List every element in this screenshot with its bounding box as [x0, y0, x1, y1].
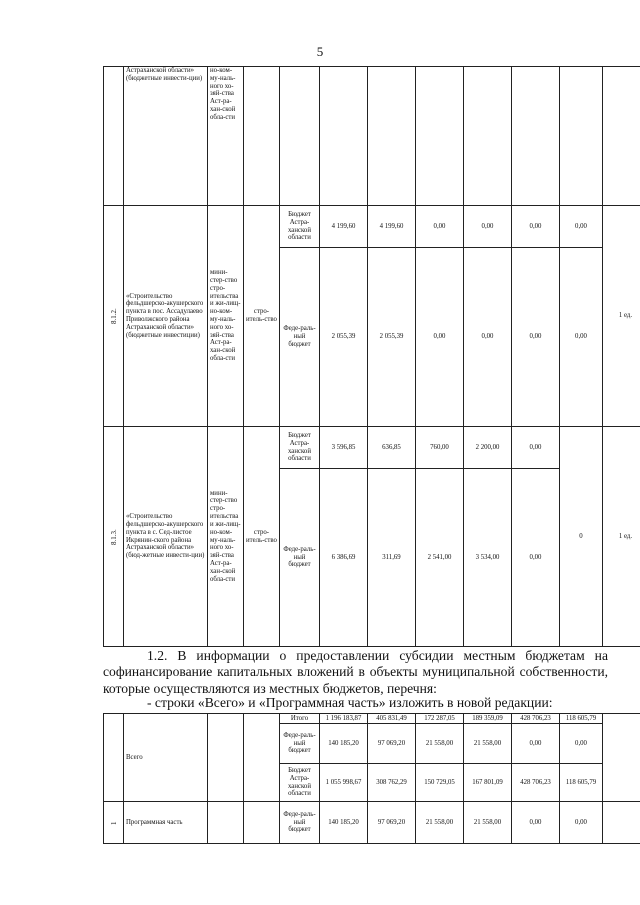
page-number: 5: [316, 44, 324, 59]
row-number: 8.1.3.: [104, 427, 124, 647]
subsidy-table: [103, 713, 640, 844]
source-cell: Бюджет Астра-ханской области: [280, 764, 320, 802]
executor-cell: мини-стер-ство стро-ительства и жи-лищ-но-ком-му-наль-ного хо-зяй-ства Аст-ра-хан-ской обла-сти: [208, 206, 244, 427]
num-cell: [104, 67, 124, 206]
source-cell: Феде-раль-ный бюджет: [280, 802, 320, 844]
name-cell: Программная часть: [124, 802, 208, 844]
objects-table: [103, 66, 640, 647]
paragraph-1-2: 1.2. В информации о предоставлении субсидии местным бюджетам на софинансирование капитальных вложений в объекты муниципальной собственности, которые осуществляются из местных бюджетов, перечня:: [103, 648, 608, 696]
name-cell: Астраханской области» (бюджетные инвести-ции): [124, 67, 208, 206]
paragraph-instruction: - строки «Всего» и «Программная часть» изложить в новой редакции:: [147, 695, 553, 710]
table-row: [104, 67, 640, 206]
source-cell: Феде-раль-ный бюджет: [280, 469, 320, 647]
row-number: 8.1.2.: [104, 206, 124, 427]
source-cell: Феде-раль-ный бюджет: [280, 248, 320, 427]
unit-cell: 1 ед.: [603, 427, 640, 647]
table-row: 8.1.3. «Строительство фельдшерско-акушерского пункта в с. Сед-листое Икрянин-ского района Астраханской области» (бюд-жетные инвести-ции) мини-стер-ство стро-ительства и жи-лищ-но-ком-му-наль-ного хо-зяй-ства Аст-ра-хан-ской обла-сти стро-итель-ство Бюджет Астра-ханской области 3 596,85 636,85 760,00 2 200,00 0,00 0 1 ед.: [104, 427, 640, 469]
table-row: Бюджет Астра-ханской области 1 055 998,67 308 762,29 150 729,05 167 801,09 428 706,23 118 605,79: [104, 764, 640, 802]
name-cell: «Строительство фельдшерско-акушерского пункта в с. Сед-листое Икрянин-ского района Астраханской области» (бюд-жетные инвести-ции): [124, 427, 208, 647]
table-row: Феде-раль-ный бюджет 140 185,20 97 069,20 21 558,00 21 558,00 0,00 0,00: [104, 724, 640, 764]
table-row: 1 Программная часть Феде-раль-ный бюджет 140 185,20 97 069,20 21 558,00 21 558,00 0,00 0,00: [104, 802, 640, 844]
type-cell: стро-итель-ство: [244, 206, 280, 427]
table-row: Всего Итого 1 196 183,87 405 831,49 172 287,05 189 359,09 428 706,23 118 605,79: [104, 714, 640, 724]
source-cell: Бюджет Астра-ханской области: [280, 427, 320, 469]
source-cell: Итого: [280, 714, 320, 724]
name-cell: Всего: [124, 714, 208, 802]
type-cell: стро-итель-ство: [244, 427, 280, 647]
unit-cell: 1 ед.: [603, 206, 640, 427]
source-cell: Феде-раль-ный бюджет: [280, 724, 320, 764]
table-row: Феде-раль-ный бюджет 2 055,39 2 055,39 0,00 0,00 0,00 0,00: [104, 248, 640, 427]
source-cell: Бюджет Астра-ханской области: [280, 206, 320, 248]
table-row: 8.1.2. «Строительство фельдшерско-акушерского пункта в пос. Ассадулаево Приволжского района Астраханской области» (бюджетные инвестиции) мини-стер-ство стро-ительства и жи-лищ-но-ком-му-наль-ного хо-зяй-ства Аст-ра-хан-ской обла-сти стро-итель-ство Бюджет Астра-ханской области 4 199,60 4 199,60 0,00 0,00 0,00 0,00 1 ед.: [104, 206, 640, 248]
table-row: Феде-раль-ный бюджет 6 386,69 311,69 2 541,00 3 534,00 0,00: [104, 469, 640, 647]
row-number: 1: [104, 802, 124, 844]
name-cell: «Строительство фельдшерско-акушерского пункта в пос. Ассадулаево Приволжского района Астраханской области» (бюджетные инвестиции): [124, 206, 208, 427]
executor-cell: но-ком-му-наль-ного хо-зяй-ства Аст-ра-хан-ской обла-сти: [208, 67, 244, 206]
executor-cell: мини-стер-ство стро-ительства и жи-лищ-но-ком-му-наль-ного хо-зяй-ства Аст-ра-хан-ской обла-сти: [208, 427, 244, 647]
